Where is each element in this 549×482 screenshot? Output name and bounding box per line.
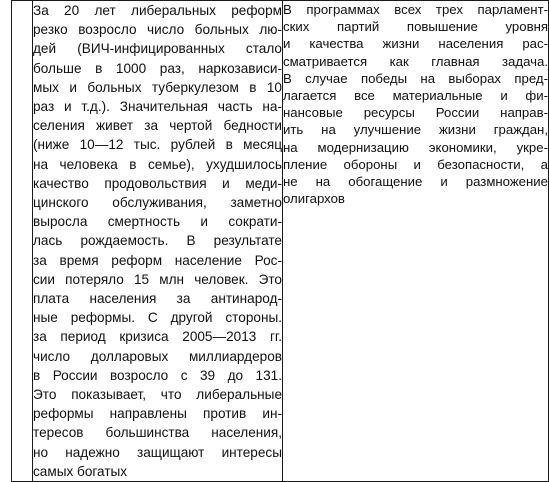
text-line: больше в 1000 раз, наркозависи- [33, 60, 282, 76]
text-line: олигархов [283, 191, 345, 207]
left-cell-text [33, 1, 282, 481]
text-line: пление обороны и безопасности, а [283, 156, 548, 172]
text-line: В программах всех трех парламент- [283, 2, 548, 17]
text-line: раз и т.д.). Значительная часть на- [33, 99, 282, 115]
text-line: реформы направлены против ин- [33, 406, 282, 422]
text-line: В случае победы на выборах пред- [283, 70, 548, 86]
text-line: в России возросло с 39 до 131. [33, 367, 282, 383]
text-line: За 20 лет либеральных реформ [33, 3, 282, 18]
text-line: резко возросло число больных лю- [33, 22, 282, 38]
text-line: и качества жизни населения рас- [283, 36, 548, 52]
text-line: на модернизацию экономики, укре- [283, 139, 548, 155]
text-line: селения живет за чертой бедности [33, 118, 282, 134]
text-line: ских партий повышение уровня [283, 19, 548, 35]
right-cell-text [283, 1, 548, 207]
text-line: мых и больных туберкулезом в 10 [33, 79, 282, 95]
text-line: на человека в семье), ухудшилось [33, 156, 282, 172]
text-line: Это показывает, что либеральные [33, 387, 282, 403]
text-line: тересов большинства населения, [33, 425, 282, 441]
text-line: качество продовольствия и меди- [33, 175, 282, 191]
comparison-table [11, 0, 549, 482]
text-line: число долларовых миллиардеров [33, 348, 282, 364]
text-line: (ниже 10—12 тыс. рублей в месяц [33, 137, 282, 153]
text-line: выросла смертность и сократи- [33, 214, 282, 230]
right-cell [283, 1, 549, 482]
text-line: цинского обслуживания, заметно [33, 195, 282, 211]
text-line: ить на улучшение жизни граждан, [283, 122, 548, 138]
text-line: ные реформы. С другой стороны. [33, 310, 282, 326]
text-line: за время реформ население Рос- [33, 252, 282, 268]
left-cell [33, 1, 283, 482]
index-cell [12, 1, 33, 482]
text-line: не на обогащение и размножение [283, 174, 548, 190]
text-line: дей (ВИЧ-инфицированных стало [33, 41, 282, 57]
text-line: сматривается как главная задача. [283, 53, 548, 69]
text-line: самых богатых [33, 463, 128, 479]
text-line: нансовые ресурсы России направ- [283, 105, 548, 121]
text-line: плата населения за антинарод- [33, 291, 282, 307]
text-line: за период кризиса 2005—2013 гг. [33, 329, 282, 345]
text-line: лагается все материальные и фи- [283, 88, 548, 104]
text-line: сии потеряло 15 млн человек. Это [33, 271, 282, 287]
text-line: лась рождаемость. В результате [33, 233, 282, 249]
text-line: но надежно защищают интересы [33, 444, 282, 460]
table-row [12, 1, 549, 482]
